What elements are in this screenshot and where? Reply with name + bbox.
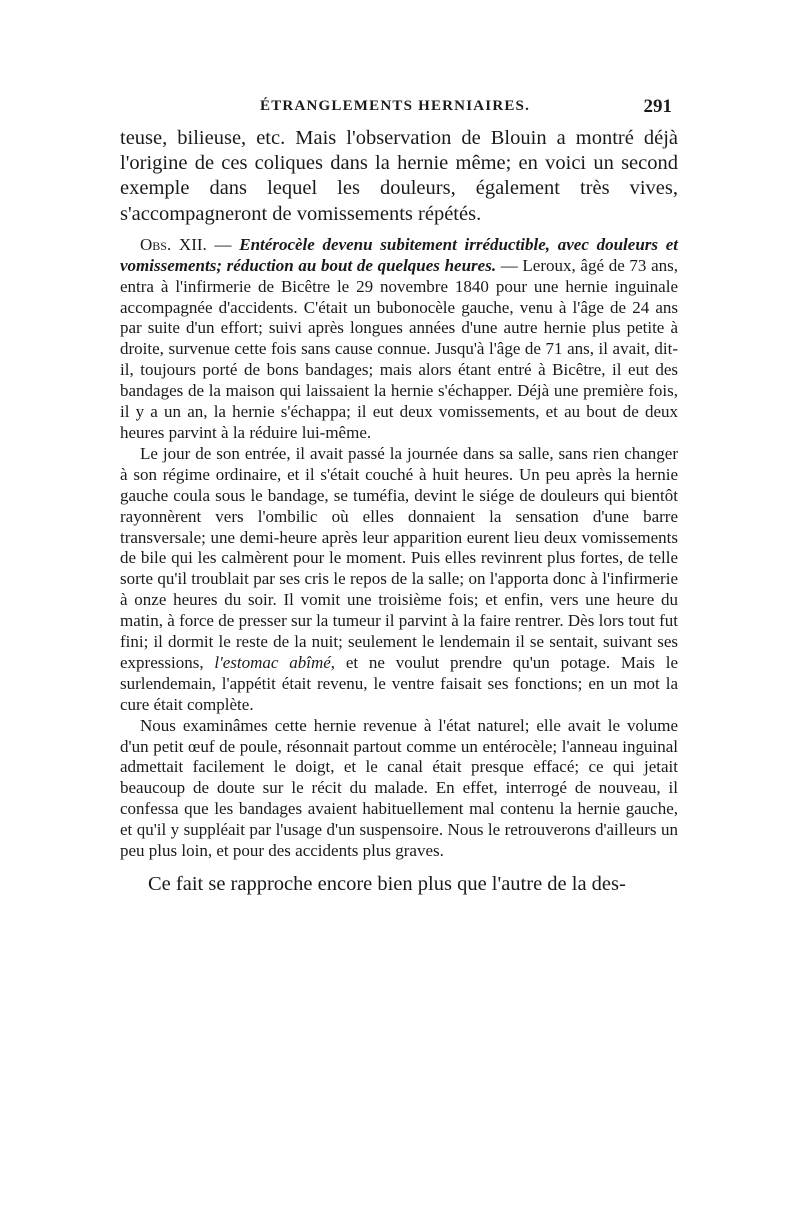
final-line: Ce fait se rapproche encore bien plus que l'autre de la des- <box>148 873 626 895</box>
book-page <box>120 96 678 897</box>
observation-dash: — <box>206 234 240 254</box>
intro-paragraph: teuse, bilieuse, etc. Mais l'observation de Blouin a montré déjà l'origine de ces coliques dans la hernie même; en voici un second exemple dans lequel les douleurs, également très vives, s'accompagneront de vomissements répétés. <box>120 127 678 225</box>
observation-paragraph-3: Nous examinâmes cette hernie revenue à l'état naturel; elle avait le volume d'un petit œuf de poule, résonnait partout comme un entérocèle; l'anneau inguinal admettait facilement le doigt, et le canal était presque effacé; ce qui jetait beaucoup de doute sur le récit du malade. En effet, interrogé de nouveau, il confessa que les bandages avaient habituellement mal contenu la hernie gauche, et qu'il y suppléait par l'usage d'un suspensoire. Nous le retrouverons d'ailleurs un peu plus loin, et pour des accidents plus graves. <box>120 715 678 861</box>
observation-p2-before: Le jour de son entrée, il avait passé la journée dans sa salle, sans rien changer à son régime ordinaire, et il s'était couché à huit heures. Un peu après la hernie gauche coula sous le bandage, se tuméfia, devint le siége de douleurs qui bientôt rayonnèrent vers l'ombilic où elles donnaient la sensation d'une barre transversale; une demi-heure après leur apparition eurent lieu deux vomissements de bile qui les calmèrent pour le moment. Puis elles revinrent plus fortes, de telle sorte qu'il troublait par ses cris le repos de la salle; on l'apporta donc à l'infirmerie à onze heures du soir. Il vomit une troisième fois; et enfin, vers une heure du matin, à force de presser sur la tumeur il parvint à la faire rentrer. Dès lors tout fut fini; il dormit le reste de la nuit; seulement le lendemain il se sentait, suivant ses expressions, <box>120 443 678 672</box>
observation-p2-italic: l'estomac abîmé <box>214 652 331 672</box>
observation-paragraph-2 <box>120 444 678 716</box>
running-title: ÉTRANGLEMENTS HERNIAIRES. <box>260 98 531 114</box>
observation-p2-after: , et ne voulut prendre qu'un potage. Mais le surlendemain, l'appétit était revenu, le ventre faisait ses fonctions; en un mot la cure était complète. <box>120 652 678 714</box>
page-header <box>120 96 678 126</box>
observation-first-text: — Leroux, âgé de 73 ans, entra à l'infirmerie de Bicêtre le 29 novembre 1840 pour une hernie inguinale accompagnée d'accidents. C'était un bubonocèle gauche, venu à l'âge de 24 ans par suite d'un effort; suivi après longues années d'une autre hernie plus petite à droite, survenue cette fois sans cause connue. Jusqu'à l'âge de 71 ans, il avait, dit-il, toujours porté de bons bandages; mais alors étant entré à Bicêtre, il eut des bandages de la maison qui laissaient la hernie s'échapper. Déjà une première fois, il y a un an, la hernie s'échappa; il eut deux vomissements, et au bout de deux heures parvint à la réduire lui-même. <box>120 255 678 442</box>
observation-label: Obs. XII. <box>140 234 207 254</box>
observation-title: Entérocèle devenu subitement irréductible, avec douleurs et vomissements; réduction au bout de quelques heures. <box>120 234 679 275</box>
page-number: 291 <box>643 96 672 117</box>
observation-paragraph <box>120 235 678 444</box>
